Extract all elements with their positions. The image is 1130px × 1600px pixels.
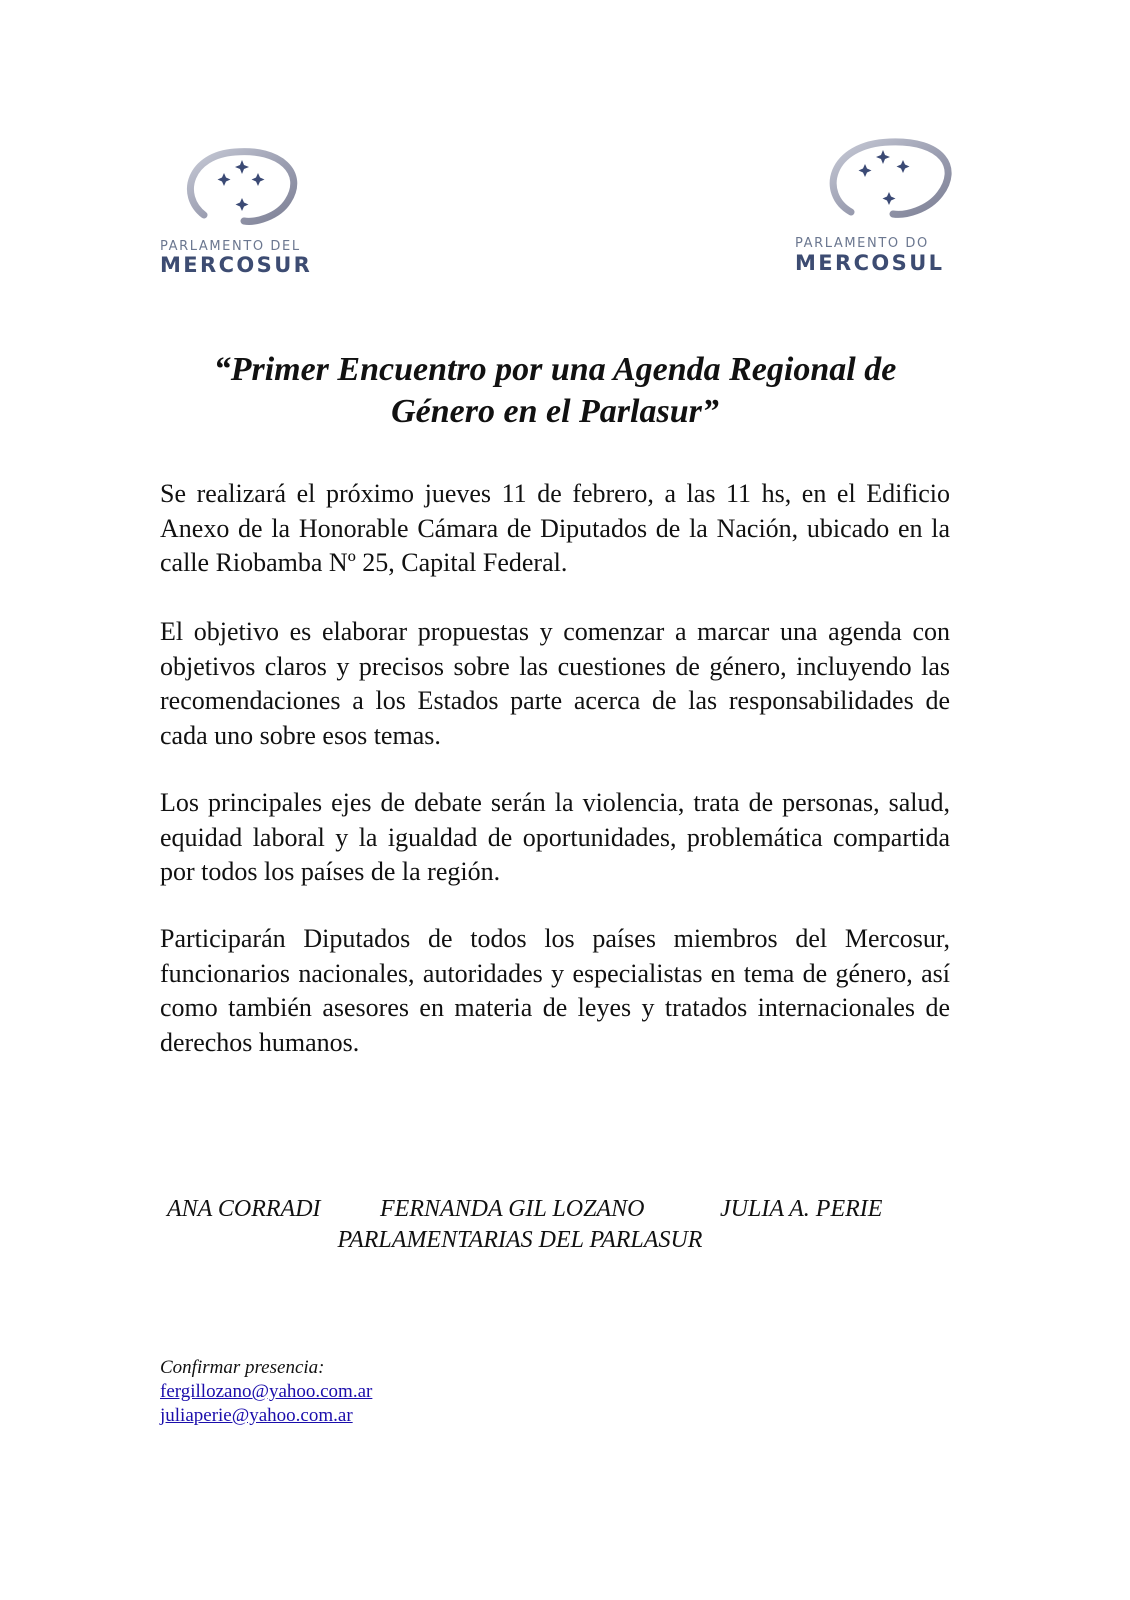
signers-role: PARLAMENTARIAS DEL PARLASUR (337, 1227, 703, 1253)
logo-line1: PARLAMENTO DO (795, 236, 929, 251)
signer-name: ANA CORRADI (167, 1196, 321, 1222)
email-link[interactable]: fergillozano@yahoo.com.ar (160, 1381, 373, 1402)
southern-cross-stars-icon (859, 150, 910, 205)
confirm-attendance-label: Confirmar presencia: (160, 1357, 325, 1378)
paragraph-event-details: Se realizará el próximo jueves 11 de febrero, a las 11 hs, en el Edificio Anexo de la Honorable Cámara de Diputados de la Nación, ubicado en la calle Riobamba Nº 25, Capital Federal. (160, 479, 950, 577)
parlamento-do-mercosul-logo (795, 128, 995, 288)
logo-line2: MERCOSUL (795, 251, 945, 275)
title-line1: “Primer Encuentro por una Agenda Regional de (213, 351, 897, 388)
logo-line2: MERCOSUR (160, 253, 313, 277)
email-link[interactable]: juliaperie@yahoo.com.ar (160, 1405, 353, 1426)
logo-line1: PARLAMENTO DEL (160, 239, 301, 254)
paragraph-participants: Participarán Diputados de todos los países miembros del Mercosur, funcionarios nacionales, autoridades y especialistas en tema de género, así como también asesores en materia de leyes y tratados internacionales de derechos humanos. (160, 924, 950, 1057)
document-title (160, 349, 950, 433)
signer-name: JULIA A. PERIE (720, 1196, 883, 1222)
signer-name: FERNANDA GIL LOZANO (380, 1196, 645, 1222)
paragraph-debate-topics: Los principales ejes de debate serán la violencia, trata de personas, salud, equidad laboral y la igualdad de oportunidades, problemática compartida por todos los países de la región. (160, 788, 950, 886)
southern-cross-stars-icon (218, 160, 265, 211)
parlamento-del-mercosur-logo (160, 135, 360, 295)
title-line2: Género en el Parlasur” (391, 393, 719, 430)
mercosul-emblem-icon (795, 128, 995, 233)
mercosur-emblem-icon (160, 135, 360, 240)
paragraph-objective: El objetivo es elaborar propuestas y comenzar a marcar una agenda con objetivos claros y precisos sobre las cuestiones de género, incluyendo las recomendaciones a los Estados parte acerca de las responsabilidades de cada uno sobre esos temas. (160, 617, 950, 750)
